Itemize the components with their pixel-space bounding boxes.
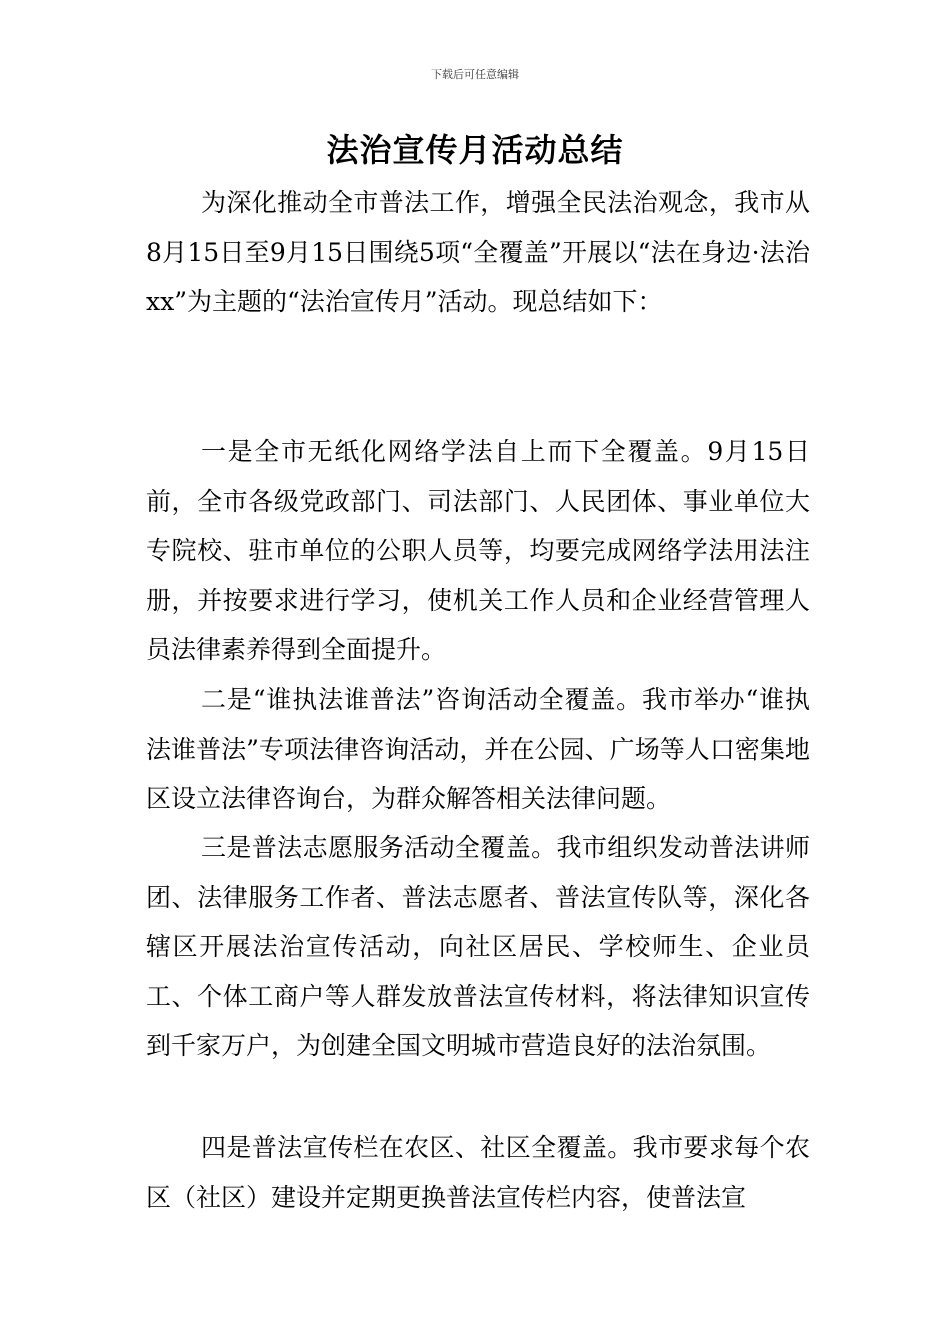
paragraph-text: 为深化推动全市普法工作，增强全民法治观念，我市从8月15日至9月15日围绕5项“全覆盖”开展以“法在身边·法治xx”为主题的“法治宣传月”活动。现总结如下： bbox=[146, 188, 810, 316]
header-note: 下载后可任意编辑 bbox=[431, 68, 519, 81]
paragraph-text: 一是全市无纸化网络学法自上而下全覆盖。9月15日前，全市各级党政部门、司法部门、人民团体、事业单位大专院校、驻市单位的公职人员等，均要完成网络学法用法注册，并按要求进行学习，使机关工作人员和企业经营管理人员法律素养得到全面提升。 bbox=[146, 437, 810, 664]
paragraph-text: 二是“谁执法谁普法”咨询活动全覆盖。我市举办“谁执法谁普法”专项法律咨询活动，并在公园、广场等人口密集地区设立法律咨询台，为群众解答相关法律问题。 bbox=[146, 685, 810, 813]
paragraph-intro bbox=[146, 178, 810, 327]
document-title: 法治宣传月活动总结 bbox=[326, 131, 624, 169]
paragraph-item-2 bbox=[146, 675, 810, 824]
paragraph-text: 三是普法志愿服务活动全覆盖。我市组织发动普法讲师团、法律服务工作者、普法志愿者、普法宣传队等，深化各辖区开展法治宣传活动，向社区居民、学校师生、企业员工、个体工商户等人群发放普法宣传材料，将法律知识宣传到千家万户，为创建全国文明城市营造良好的法治氛围。 bbox=[146, 833, 810, 1060]
paragraph-item-1 bbox=[146, 427, 810, 675]
paragraph-item-4 bbox=[146, 1123, 810, 1222]
paragraph-item-3 bbox=[146, 823, 810, 1071]
paragraph-text: 四是普法宣传栏在农区、社区全覆盖。我市要求每个农区（社区）建设并定期更换普法宣传栏内容，使普法宣 bbox=[146, 1133, 810, 1212]
